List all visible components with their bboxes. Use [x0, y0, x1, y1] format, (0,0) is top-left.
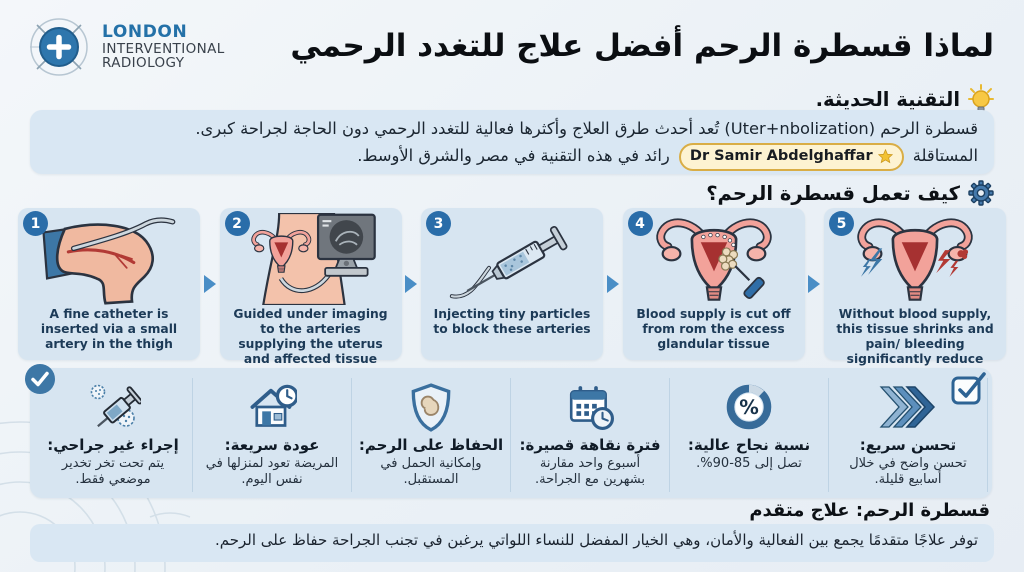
syringe-catheter-illustration [432, 213, 592, 305]
benefit-item-success-rate [670, 378, 829, 492]
step-number-badge: 3 [426, 211, 451, 236]
benefit-desc: المريضة تعود لمنزلها في نفس اليوم. [205, 455, 339, 488]
benefit-item-non-surgical [34, 378, 193, 492]
benefits-row [30, 368, 992, 498]
step-card-3 [421, 208, 603, 360]
benefit-desc: يتم تحت تخر تخدير موضعي فقط. [61, 455, 165, 488]
uterus-embolization-illustration [639, 213, 789, 305]
step-caption: A fine catheter is inserted via a small artery in the thigh [40, 307, 178, 351]
footer-box [30, 524, 994, 562]
logo-mark-icon [28, 16, 90, 78]
benefit-title: نسبة نجاح عالية: [687, 436, 811, 454]
technique-body-line1: قسطرة الرحم (Uter+nbolization) تُعد أحدث طرق العلاج وأكثرها فعالية للتغدد الرحمي دون الحاجة لجراحة كبرى. [195, 119, 978, 138]
step-number-badge: 2 [225, 211, 250, 236]
step-card-4 [623, 208, 805, 360]
check-circle-icon [24, 363, 56, 395]
steps-row [18, 208, 1006, 366]
benefit-title: عودة سريعة: [224, 436, 320, 454]
percent-symbol: % [739, 396, 759, 420]
logo-text [102, 23, 225, 71]
leg-catheter-illustration [29, 213, 189, 305]
arrow-right-icon [607, 275, 619, 293]
technique-body-line2 [46, 142, 978, 171]
fast-forward-chevrons-icon [879, 386, 937, 428]
footer-body: توفر علاجًا متقدمًا يجمع بين الفعالية والأمان، وهي الخيار المفضل للنساء اللواتي يرغبن في تجنب الجراحة حفاظ على الرحم. [214, 531, 978, 549]
step-caption: Without blood supply, this tissue shrinks and pain/ bleeding significantly reduce [836, 307, 994, 366]
benefit-item-quick-return [193, 378, 352, 492]
logo-line3: RADIOLOGY [102, 55, 185, 72]
benefit-title: الحفاظ على الرحم: [358, 436, 504, 454]
arrow-right-icon [405, 275, 417, 293]
uterus-monitor-illustration [231, 213, 391, 305]
section-title: كيف تعمل قسطرة الرحم؟ [706, 181, 960, 205]
benefit-desc: وإمكانية الحمل في المستقبل. [380, 455, 482, 488]
step-card-2 [220, 208, 402, 366]
benefit-title: إجراء غير جراحي: [47, 436, 179, 454]
technique-line2-prefix: المستاقلة [912, 146, 978, 165]
step-card-5 [824, 208, 1006, 366]
page-title: لماذا قسطرة الرحم أفضل علاج للتغدد الرحمي [290, 28, 994, 64]
calendar-clock-icon [565, 383, 615, 431]
shield-fetus-icon [406, 382, 456, 432]
section-title: التقنية الحديثة. [815, 87, 960, 111]
benefit-title: فترة نقاهة قصيرة: [519, 436, 661, 454]
step-caption: Injecting tiny particles to block these arteries [433, 307, 591, 336]
arrow-right-icon [204, 275, 216, 293]
logo-line1: LONDON [102, 22, 188, 43]
percent-donut-icon [724, 382, 774, 432]
step-number-badge: 4 [628, 211, 653, 236]
benefit-desc: أسبوع واحد مقارنة بشهرين مع الجراحة. [535, 455, 645, 488]
uterus-shrinking-illustration [840, 213, 990, 305]
benefit-desc: تحسن واضح في خلال أسابيع قليلة. [849, 455, 967, 488]
star-icon [878, 149, 893, 164]
step-number-badge: 1 [23, 211, 48, 236]
section-heading-how-it-works [706, 180, 994, 206]
step-card-1 [18, 208, 200, 360]
benefit-item-preserve-uterus [352, 378, 511, 492]
syringe-anesthesia-icon [85, 382, 141, 432]
house-clock-icon [247, 383, 297, 431]
checkbox-check-icon [950, 370, 988, 406]
benefit-item-short-recovery [511, 378, 670, 492]
logo [28, 16, 225, 78]
doctor-badge [679, 143, 904, 171]
gear-icon [968, 180, 994, 206]
modern-technique-box [30, 110, 994, 174]
technique-line2-suffix: رائد في هذه التقنية في مصر والشرق الأوسط. [357, 146, 670, 165]
benefit-title: تحسن سريع: [859, 436, 957, 454]
step-caption: Guided under imaging to the arteries supplying the uterus and affected tissue [233, 307, 388, 366]
benefit-desc: تصل إلى 85-90%. [696, 455, 802, 471]
doctor-name: Dr Samir Abdelghaffar [689, 148, 873, 164]
arrow-right-icon [808, 275, 820, 293]
step-caption: Blood supply is cut off from rom the excess glandular tissue [636, 307, 791, 351]
footer-heading: قسطرة الرحم: علاج متقدم [749, 500, 990, 521]
step-number-badge: 5 [829, 211, 854, 236]
logo-line2: INTERVENTIONAL [102, 40, 225, 57]
